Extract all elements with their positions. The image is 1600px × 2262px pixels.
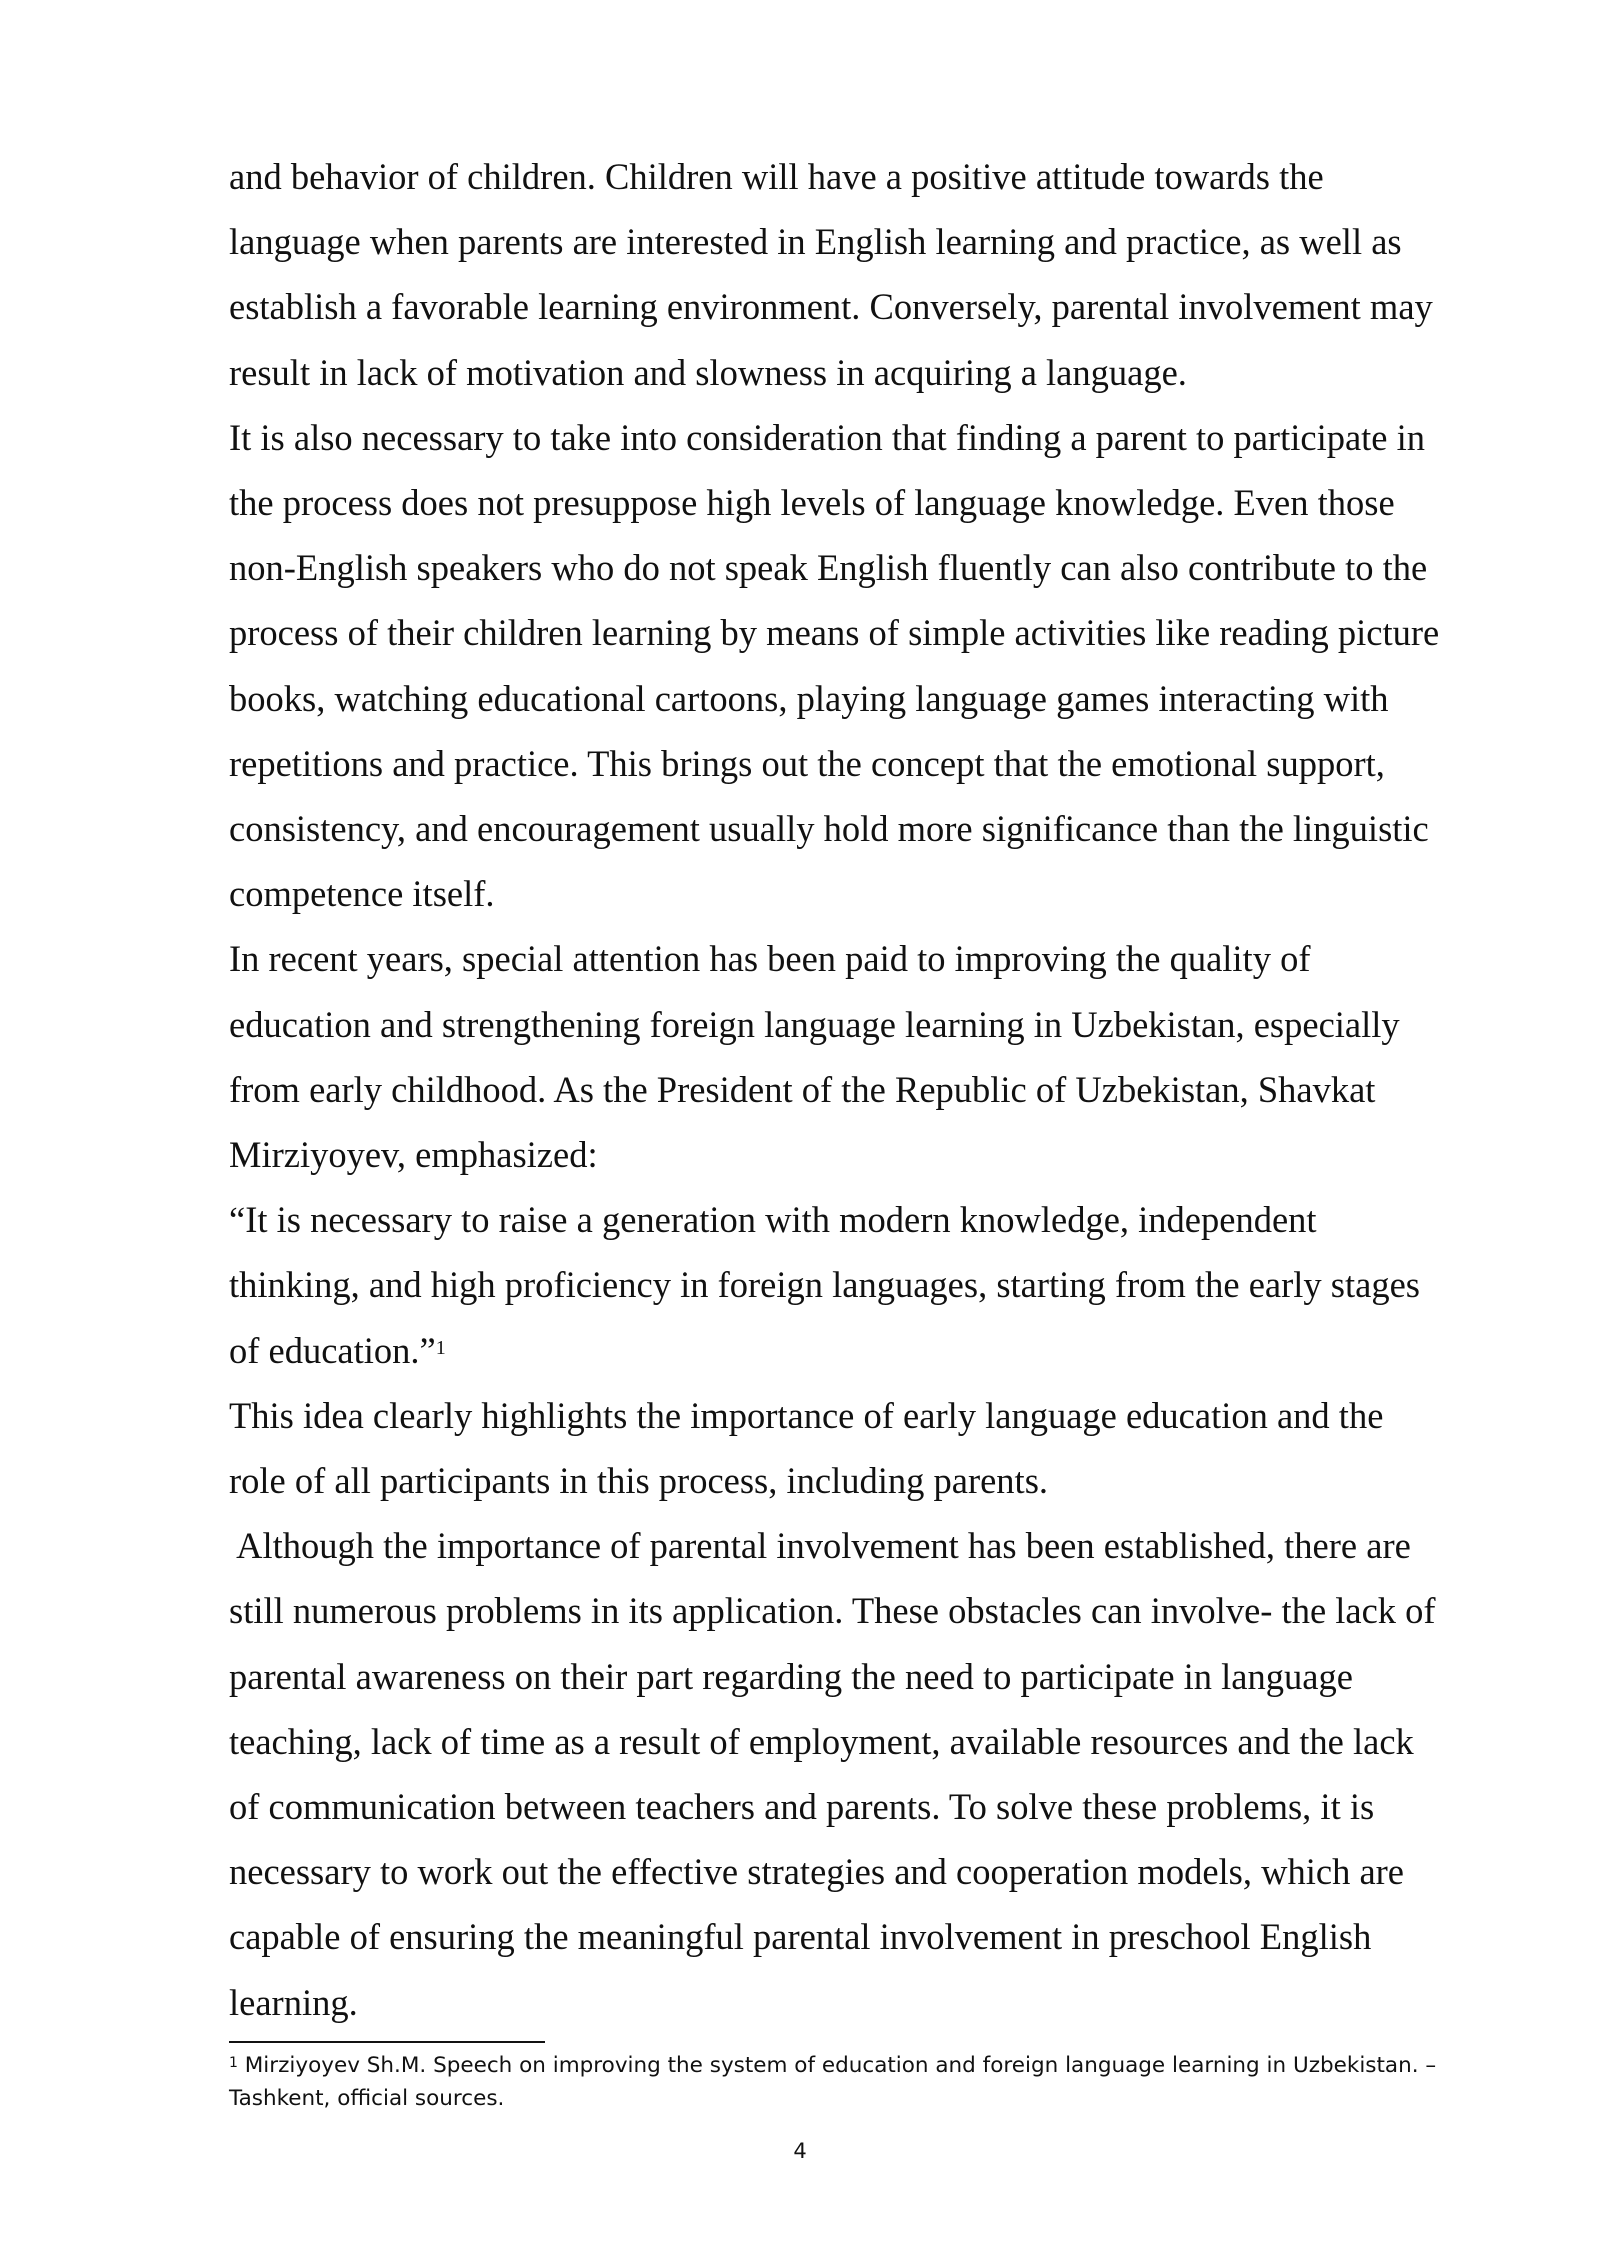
text-line: still numerous problems in its application. These obstacles can involve- the lack of: [229, 1590, 1436, 1632]
text-line: result in lack of motivation and slowness in acquiring a language.: [229, 351, 1187, 393]
text-line: non-English speakers who do not speak English fluently can also contribute to the: [229, 547, 1428, 589]
footnote-separator: [229, 2041, 545, 2043]
text-line: books, watching educational cartoons, playing language games interacting with: [229, 677, 1389, 719]
text-line: It is also necessary to take into consideration that finding a parent to participate in: [229, 416, 1426, 458]
body-text: [229, 144, 1494, 2035]
footnote: [229, 2049, 1494, 2115]
text-line: parental awareness on their part regarding the need to participate in language: [229, 1655, 1353, 1697]
text-line: capable of ensuring the meaningful parental involvement in preschool English: [229, 1916, 1372, 1958]
text-line: and behavior of children. Children will have a positive attitude towards the: [229, 156, 1324, 197]
quote-line-end: [229, 1318, 1494, 1383]
text-line: competence itself.: [229, 873, 495, 915]
text-line: process of their children learning by means of simple activities like reading picture: [229, 612, 1440, 654]
text-line: repetitions and practice. This brings out the concept that the emotional support,: [229, 742, 1385, 784]
text-line: education and strengthening foreign language learning in Uzbekistan, especially: [229, 1003, 1400, 1045]
text-line: of communication between teachers and parents. To solve these problems, it is: [229, 1786, 1375, 1828]
text-line: In recent years, special attention has been paid to improving the quality of: [229, 938, 1311, 980]
page-number: 4: [793, 2139, 807, 2163]
text-line: the process does not presuppose high levels of language knowledge. Even those: [229, 482, 1395, 524]
text-line: Although the importance of parental involvement has been established, there are: [229, 1525, 1411, 1567]
quote-line: thinking, and high proficiency in foreign languages, starting from the early stages: [229, 1264, 1420, 1306]
text-line: language when parents are interested in English learning and practice, as well as: [229, 221, 1402, 263]
footnote-reference: 1: [435, 1336, 446, 1359]
text-line: necessary to work out the effective strategies and cooperation models, which are: [229, 1851, 1405, 1893]
footnote-text: Mirziyoyev Sh.M. Speech on improving the system of education and foreign language learning in Uzbekistan. –: [237, 2053, 1437, 2078]
text-line: establish a favorable learning environment. Conversely, parental involvement may: [229, 286, 1433, 328]
text-line: Mirziyoyev, emphasized:: [229, 1134, 598, 1176]
footnote-line: Tashkent, official sources.: [229, 2086, 505, 2111]
text-line: This idea clearly highlights the importance of early language education and the: [229, 1394, 1384, 1436]
text-line: from early childhood. As the President of the Republic of Uzbekistan, Shavkat: [229, 1068, 1376, 1110]
quote-line: “It is necessary to raise a generation with modern knowledge, independent: [229, 1199, 1317, 1241]
footnote-mark: 1: [229, 2055, 238, 2071]
text-line: role of all participants in this process, including parents.: [229, 1460, 1049, 1502]
quote-text: of education.”: [229, 1329, 436, 1371]
footnote-line: [229, 2049, 1494, 2082]
text-line: consistency, and encouragement usually hold more significance than the linguistic: [229, 808, 1429, 850]
text-line: learning.: [229, 1981, 358, 2023]
text-line: teaching, lack of time as a result of employment, available resources and the lack: [229, 1720, 1414, 1762]
